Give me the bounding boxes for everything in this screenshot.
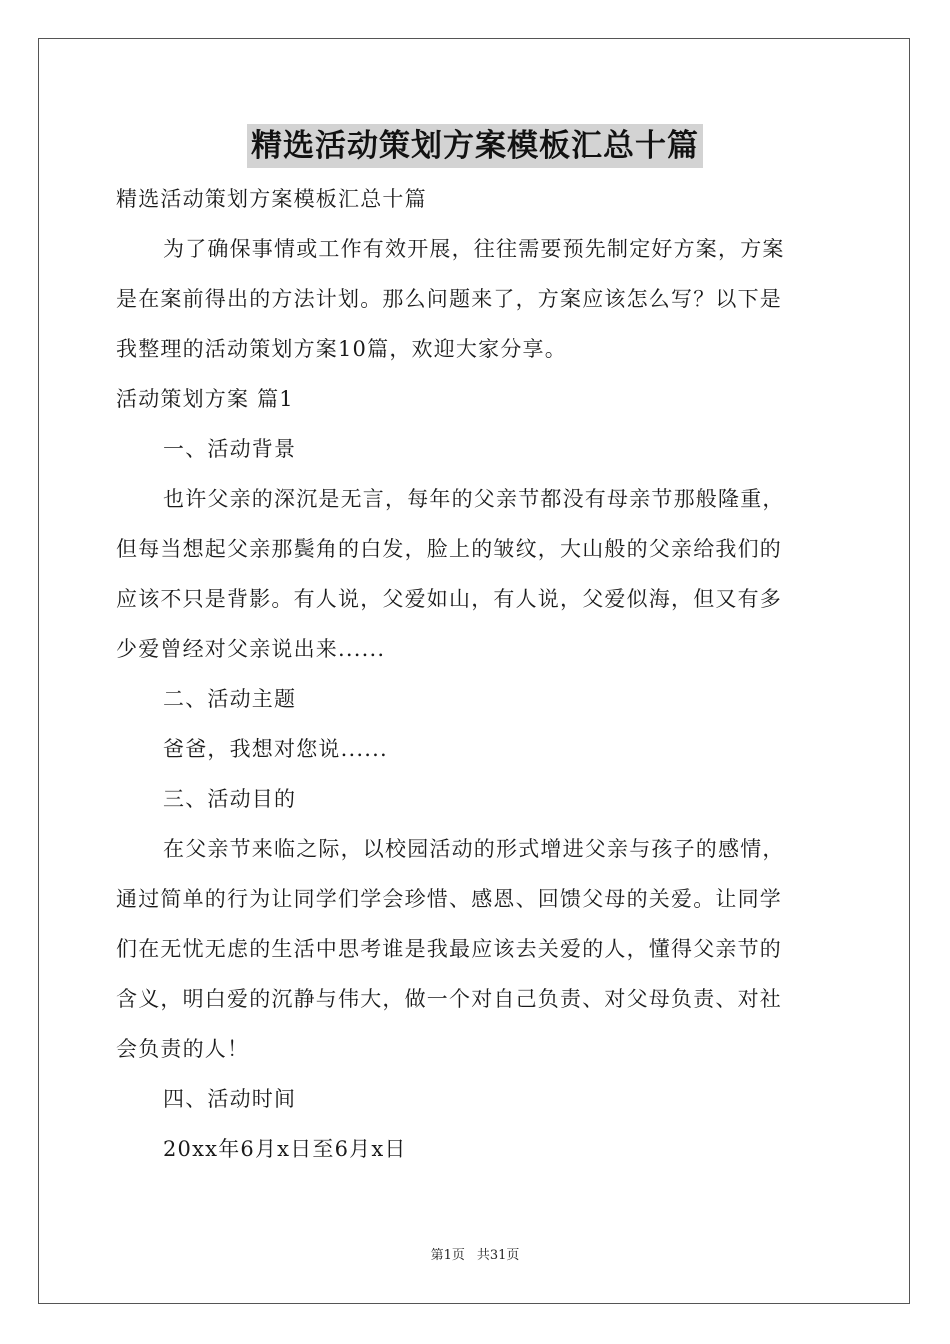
background-paragraph-line: 也许父亲的深沉是无言，每年的父亲节都没有母亲节那般隆重， <box>163 487 785 511</box>
purpose-paragraph-line: 通过简单的行为让同学们学会珍惜、感恩、回馈父母的关爱。让同学 <box>116 887 782 911</box>
intro-paragraph-line: 是在案前得出的方法计划。那么问题来了，方案应该怎么写？以下是 <box>116 287 782 311</box>
background-paragraph-line: 应该不只是背影。有人说，父爱如山，有人说，父爱似海，但又有多 <box>116 587 782 611</box>
document-title: 精选活动策划方案模板汇总十篇 <box>247 124 703 168</box>
subheading-background: 一、活动背景 <box>163 437 297 461</box>
time-paragraph-line: 20xx年6月x日至6月x日 <box>163 1137 407 1161</box>
page-number: 第1页 <box>430 1248 465 1263</box>
purpose-paragraph-line: 们在无忧无虑的生活中思考谁是我最应该去关爱的人，懂得父亲节的 <box>116 937 782 961</box>
purpose-paragraph-line: 会负责的人！ <box>116 1037 250 1061</box>
subheading-time: 四、活动时间 <box>163 1087 297 1111</box>
purpose-paragraph-line: 在父亲节来临之际，以校园活动的形式增进父亲与孩子的感情， <box>163 837 785 861</box>
purpose-paragraph-line: 含义，明白爱的沉静与伟大，做一个对自己负责、对父母负责、对社 <box>116 987 782 1011</box>
background-paragraph-line: 少爱曾经对父亲说出来...... <box>116 637 386 661</box>
theme-paragraph-line: 爸爸，我想对您说...... <box>163 737 388 761</box>
section-heading: 活动策划方案 篇1 <box>116 387 294 411</box>
intro-paragraph-line: 为了确保事情或工作有效开展，往往需要预先制定好方案，方案 <box>163 237 785 261</box>
page-border <box>38 38 910 1304</box>
subheading-theme: 二、活动主题 <box>163 687 297 711</box>
background-paragraph-line: 但每当想起父亲那鬓角的白发，脸上的皱纹，大山般的父亲给我们的 <box>116 537 782 561</box>
subheading-purpose: 三、活动目的 <box>163 787 297 811</box>
page-footer <box>0 1247 950 1265</box>
subtitle-line: 精选活动策划方案模板汇总十篇 <box>116 187 427 211</box>
intro-paragraph-line: 我整理的活动策划方案10篇，欢迎大家分享。 <box>116 337 567 361</box>
page-total: 共31页 <box>476 1248 520 1263</box>
title-wrap <box>0 124 950 168</box>
